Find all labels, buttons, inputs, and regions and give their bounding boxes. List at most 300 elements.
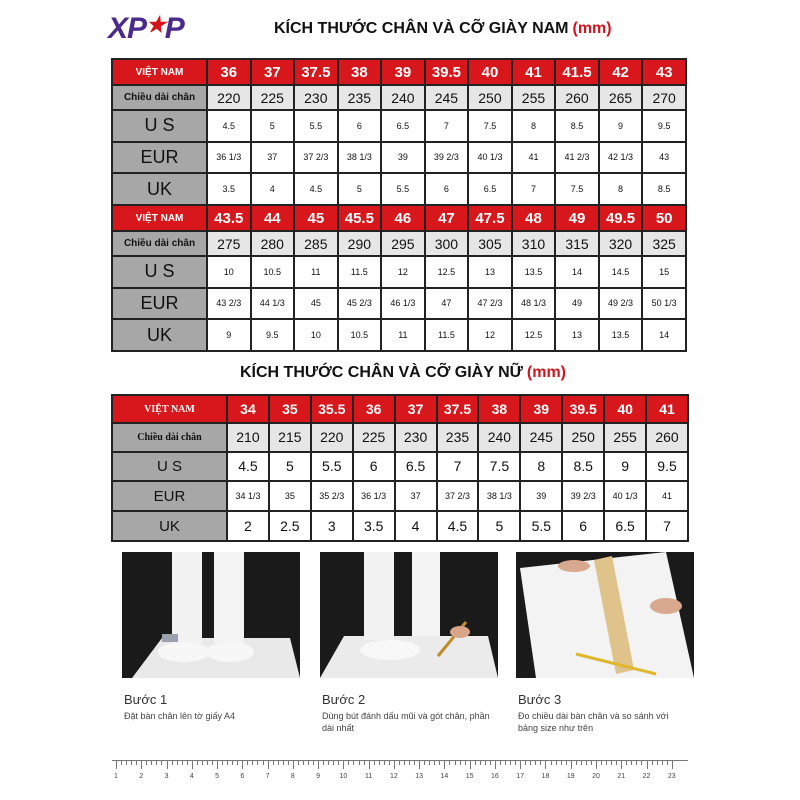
men-block1-size-eur-cell: 38 1/3 <box>338 142 382 174</box>
men-title <box>274 20 612 38</box>
ruler-minor-tick <box>197 761 198 765</box>
men-block1-size-uk-cell: 5 <box>338 173 382 205</box>
men-block2-size-uk-cell: 10.5 <box>338 319 382 351</box>
ruler-minor-tick <box>278 761 279 765</box>
women-size-uk-label: UK <box>112 511 227 541</box>
men-block2-size-us-cell: 12.5 <box>425 256 469 288</box>
men-block1-size-vn-cell: 39.5 <box>425 59 469 85</box>
men-block1-size-vn-cell: 43 <box>642 59 686 85</box>
men-block2-foot-length-cell: 280 <box>251 231 295 256</box>
ruler-minor-tick <box>631 761 632 765</box>
ruler-minor-tick <box>151 761 152 765</box>
ruler-minor-tick <box>146 761 147 765</box>
ruler-minor-tick <box>409 761 410 765</box>
men-block1-size-us-cell: 9 <box>599 110 643 142</box>
women-size-vn-row <box>112 395 688 423</box>
men-block2-size-eur-cell: 44 1/3 <box>251 288 295 320</box>
women-foot-length-cell: 255 <box>604 423 646 451</box>
women-size-uk-cell: 3 <box>311 511 353 541</box>
ruler-number: 15 <box>465 773 474 780</box>
women-size-vn-cell: 34 <box>227 395 269 423</box>
men-block1-foot-length-cell: 270 <box>642 85 686 110</box>
ruler-minor-tick <box>177 761 178 765</box>
ruler-minor-tick <box>131 761 132 765</box>
women-size-us-cell: 6 <box>353 452 395 482</box>
men-block2-size-eur-cell: 47 <box>425 288 469 320</box>
women-size-eur-row <box>112 481 688 511</box>
ruler-minor-tick <box>626 761 627 765</box>
women-foot-length-label: Chiều dài chân <box>112 423 227 451</box>
ruler-major-tick <box>621 761 622 769</box>
ruler-major-tick <box>242 761 243 769</box>
ruler-number: 12 <box>389 773 398 780</box>
ruler-minor-tick <box>212 761 213 765</box>
men-block2-size-uk-cell: 10 <box>294 319 338 351</box>
measuring-guide <box>112 552 692 757</box>
men-block2-size-vn-cell: 43.5 <box>207 205 251 231</box>
men-block2-size-eur-row <box>112 288 686 320</box>
ruler-minor-tick <box>298 761 299 765</box>
men-block1-size-vn-cell: 37 <box>251 59 295 85</box>
women-size-uk-cell: 2.5 <box>269 511 311 541</box>
men-block2-size-us-cell: 15 <box>642 256 686 288</box>
women-size-us-label: U S <box>112 452 227 482</box>
ruler-minor-tick <box>222 761 223 765</box>
men-block2-size-uk-label: UK <box>112 319 207 351</box>
women-size-vn-cell: 41 <box>646 395 688 423</box>
ruler-minor-tick <box>611 761 612 765</box>
men-block1-foot-length-label: Chiều dài chân <box>112 85 207 110</box>
women-foot-length-row <box>112 423 688 451</box>
men-block1-foot-length-cell: 265 <box>599 85 643 110</box>
men-block1-size-us-cell: 5 <box>251 110 295 142</box>
men-block2-size-us-cell: 11 <box>294 256 338 288</box>
men-size-table <box>111 58 687 352</box>
ruler-minor-tick <box>227 761 228 765</box>
ruler-major-tick <box>444 761 445 769</box>
ruler-minor-tick <box>283 761 284 765</box>
men-block2-size-eur-cell: 49 <box>555 288 599 320</box>
men-block2-size-vn-row <box>112 205 686 231</box>
men-block2-size-vn-cell: 44 <box>251 205 295 231</box>
men-block1-size-eur-cell: 41 <box>512 142 556 174</box>
men-block2-foot-length-row <box>112 231 686 256</box>
men-block1-size-us-cell: 6 <box>338 110 382 142</box>
men-block1-size-us-cell: 6.5 <box>381 110 425 142</box>
women-size-us-cell: 8.5 <box>562 452 604 482</box>
women-size-eur-label: EUR <box>112 481 227 511</box>
ruler-minor-tick <box>581 761 582 765</box>
ruler-minor-tick <box>535 761 536 765</box>
men-block2-size-uk-cell: 9.5 <box>251 319 295 351</box>
men-block1-size-eur-cell: 37 2/3 <box>294 142 338 174</box>
men-block1-size-uk-cell: 8 <box>599 173 643 205</box>
men-block2-size-uk-cell: 11.5 <box>425 319 469 351</box>
ruler-minor-tick <box>586 761 587 765</box>
ruler-minor-tick <box>257 761 258 765</box>
logo-letter-tail: P <box>164 12 184 45</box>
men-block1-size-eur-row <box>112 142 686 174</box>
women-title-unit: (mm) <box>526 364 566 381</box>
ruler-minor-tick <box>540 761 541 765</box>
men-block2-size-eur-cell: 50 1/3 <box>642 288 686 320</box>
men-block2-size-uk-cell: 12 <box>468 319 512 351</box>
men-block2-size-us-cell: 13 <box>468 256 512 288</box>
women-size-us-cell: 6.5 <box>395 452 437 482</box>
men-block1-foot-length-cell: 250 <box>468 85 512 110</box>
women-size-uk-cell: 6 <box>562 511 604 541</box>
men-block2-size-uk-cell: 12.5 <box>512 319 556 351</box>
ruler-major-tick <box>116 761 117 769</box>
men-block1-size-uk-cell: 6 <box>425 173 469 205</box>
ruler-minor-tick <box>323 761 324 765</box>
men-block2-foot-length-cell: 275 <box>207 231 251 256</box>
ruler-minor-tick <box>606 761 607 765</box>
men-block1-size-eur-cell: 36 1/3 <box>207 142 251 174</box>
ruler-minor-tick <box>338 761 339 765</box>
ruler-minor-tick <box>182 761 183 765</box>
star-icon: ★ <box>146 12 165 37</box>
ruler-minor-tick <box>156 761 157 765</box>
women-size-vn-cell: 37 <box>395 395 437 423</box>
men-block2-size-eur-cell: 46 1/3 <box>381 288 425 320</box>
men-block2-size-us-cell: 14 <box>555 256 599 288</box>
men-block1-size-us-label: U S <box>112 110 207 142</box>
ruler-number: 1 <box>114 773 118 780</box>
ruler-minor-tick <box>161 761 162 765</box>
ruler-major-tick <box>596 761 597 769</box>
ruler-major-tick <box>167 761 168 769</box>
ruler-number: 9 <box>316 773 321 780</box>
men-block2-size-us-cell: 12 <box>381 256 425 288</box>
men-block1-size-us-cell: 9.5 <box>642 110 686 142</box>
ruler-minor-tick <box>399 761 400 765</box>
ruler-number: 19 <box>566 773 575 780</box>
women-size-uk-cell: 6.5 <box>604 511 646 541</box>
women-size-uk-cell: 4 <box>395 511 437 541</box>
women-size-vn-cell: 40 <box>604 395 646 423</box>
women-size-eur-cell: 36 1/3 <box>353 481 395 511</box>
men-block1-size-vn-cell: 41.5 <box>555 59 599 85</box>
men-block1-size-vn-cell: 42 <box>599 59 643 85</box>
men-block1-foot-length-cell: 220 <box>207 85 251 110</box>
men-block2-size-vn-cell: 46 <box>381 205 425 231</box>
ruler-major-tick <box>318 761 319 769</box>
ruler-minor-tick <box>490 761 491 765</box>
ruler-number: 8 <box>290 773 295 780</box>
men-block2-size-uk-cell: 9 <box>207 319 251 351</box>
men-block1-size-eur-cell: 39 2/3 <box>425 142 469 174</box>
men-block1-size-eur-cell: 43 <box>642 142 686 174</box>
men-block1-size-eur-cell: 39 <box>381 142 425 174</box>
ruler-minor-tick <box>561 761 562 765</box>
men-block1-size-uk-cell: 4 <box>251 173 295 205</box>
ruler-minor-tick <box>348 761 349 765</box>
men-block1-size-uk-row <box>112 173 686 205</box>
ruler-minor-tick <box>237 761 238 765</box>
men-block2-foot-length-cell: 285 <box>294 231 338 256</box>
ruler-minor-tick <box>485 761 486 765</box>
men-block2-size-vn-cell: 50 <box>642 205 686 231</box>
men-block2-foot-length-cell: 300 <box>425 231 469 256</box>
women-size-us-cell: 9 <box>604 452 646 482</box>
ruler <box>112 760 688 785</box>
women-size-vn-label: VIỆT NAM <box>112 395 227 423</box>
men-block2-foot-length-cell: 315 <box>555 231 599 256</box>
men-block2-size-vn-cell: 48 <box>512 205 556 231</box>
ruler-minor-tick <box>303 761 304 765</box>
ruler-number: 14 <box>440 773 449 780</box>
step-3-photo <box>516 552 694 678</box>
women-size-eur-cell: 37 <box>395 481 437 511</box>
ruler-minor-tick <box>652 761 653 765</box>
men-block2-size-us-cell: 13.5 <box>512 256 556 288</box>
ruler-major-tick <box>141 761 142 769</box>
women-size-eur-cell: 37 2/3 <box>437 481 479 511</box>
ruler-number: 22 <box>642 773 651 780</box>
women-size-uk-cell: 2 <box>227 511 269 541</box>
men-block2-size-vn-cell: 47 <box>425 205 469 231</box>
men-block2-size-us-label: U S <box>112 256 207 288</box>
step-1-photo <box>122 552 300 678</box>
ruler-minor-tick <box>121 761 122 765</box>
men-block1-size-vn-cell: 41 <box>512 59 556 85</box>
men-block1-size-us-cell: 8 <box>512 110 556 142</box>
men-block2-size-uk-cell: 13.5 <box>599 319 643 351</box>
men-block1-size-uk-cell: 8.5 <box>642 173 686 205</box>
ruler-major-tick <box>192 761 193 769</box>
men-block1-size-vn-cell: 36 <box>207 59 251 85</box>
ruler-number: 21 <box>617 773 626 780</box>
ruler-minor-tick <box>247 761 248 765</box>
women-foot-length-cell: 225 <box>353 423 395 451</box>
women-size-us-cell: 7 <box>437 452 479 482</box>
men-block2-size-vn-cell: 49.5 <box>599 205 643 231</box>
men-block1-foot-length-cell: 255 <box>512 85 556 110</box>
ruler-minor-tick <box>556 761 557 765</box>
men-block1-size-us-row <box>112 110 686 142</box>
women-size-vn-cell: 39.5 <box>562 395 604 423</box>
women-foot-length-cell: 210 <box>227 423 269 451</box>
women-foot-length-cell: 220 <box>311 423 353 451</box>
men-block1-size-uk-cell: 7 <box>512 173 556 205</box>
ruler-number: 17 <box>516 773 525 780</box>
logo-letter-x: X <box>108 12 128 45</box>
women-size-uk-cell: 5.5 <box>520 511 562 541</box>
ruler-number: 18 <box>541 773 550 780</box>
women-size-uk-cell: 3.5 <box>353 511 395 541</box>
men-block1-foot-length-cell: 240 <box>381 85 425 110</box>
ruler-minor-tick <box>449 761 450 765</box>
ruler-minor-tick <box>641 761 642 765</box>
men-block1-foot-length-row <box>112 85 686 110</box>
brand-logo <box>108 12 258 52</box>
ruler-number: 11 <box>364 773 373 780</box>
men-block2-foot-length-cell: 295 <box>381 231 425 256</box>
men-block2-size-uk-row <box>112 319 686 351</box>
ruler-minor-tick <box>525 761 526 765</box>
ruler-minor-tick <box>591 761 592 765</box>
ruler-minor-tick <box>662 761 663 765</box>
women-foot-length-cell: 215 <box>269 423 311 451</box>
ruler-major-tick <box>369 761 370 769</box>
men-block2-size-uk-cell: 11 <box>381 319 425 351</box>
step-1-title: Bước 1 <box>124 692 168 707</box>
ruler-minor-tick <box>460 761 461 765</box>
men-block2-size-eur-cell: 48 1/3 <box>512 288 556 320</box>
men-block1-size-vn-cell: 39 <box>381 59 425 85</box>
ruler-minor-tick <box>657 761 658 765</box>
ruler-number: 4 <box>189 773 194 780</box>
ruler-minor-tick <box>364 761 365 765</box>
ruler-number: 16 <box>491 773 499 780</box>
men-block2-size-eur-cell: 45 <box>294 288 338 320</box>
men-block1-size-uk-cell: 7.5 <box>555 173 599 205</box>
ruler-major-tick <box>394 761 395 769</box>
men-block2-size-eur-cell: 43 2/3 <box>207 288 251 320</box>
ruler-minor-tick <box>455 761 456 765</box>
men-block1-size-eur-cell: 37 <box>251 142 295 174</box>
men-block1-size-vn-cell: 40 <box>468 59 512 85</box>
women-size-us-row <box>112 452 688 482</box>
ruler-minor-tick <box>328 761 329 765</box>
women-title-text: KÍCH THƯỚC CHÂN VÀ CỠ GIÀY NỮ <box>240 364 523 381</box>
ruler-number: 20 <box>592 773 600 780</box>
ruler-major-tick <box>343 761 344 769</box>
women-size-eur-cell: 41 <box>646 481 688 511</box>
men-block2-size-vn-cell: 49 <box>555 205 599 231</box>
ruler-minor-tick <box>434 761 435 765</box>
ruler-minor-tick <box>510 761 511 765</box>
men-block1-size-uk-cell: 6.5 <box>468 173 512 205</box>
ruler-major-tick <box>495 761 496 769</box>
ruler-minor-tick <box>601 761 602 765</box>
women-size-eur-cell: 35 2/3 <box>311 481 353 511</box>
ruler-minor-tick <box>414 761 415 765</box>
men-block1-size-us-cell: 8.5 <box>555 110 599 142</box>
men-block1-foot-length-cell: 235 <box>338 85 382 110</box>
logo-letter-p: P <box>127 12 147 45</box>
men-block2-size-us-cell: 10.5 <box>251 256 295 288</box>
ruler-minor-tick <box>273 761 274 765</box>
ruler-minor-tick <box>480 761 481 765</box>
men-block2-size-eur-cell: 47 2/3 <box>468 288 512 320</box>
men-block1-size-uk-cell: 3.5 <box>207 173 251 205</box>
ruler-minor-tick <box>389 761 390 765</box>
ruler-minor-tick <box>263 761 264 765</box>
ruler-minor-tick <box>475 761 476 765</box>
women-size-vn-cell: 38 <box>478 395 520 423</box>
ruler-minor-tick <box>515 761 516 765</box>
women-size-vn-cell: 35 <box>269 395 311 423</box>
women-size-vn-cell: 37.5 <box>437 395 479 423</box>
men-block2-foot-length-label: Chiều dài chân <box>112 231 207 256</box>
ruler-minor-tick <box>429 761 430 765</box>
women-size-eur-cell: 38 1/3 <box>478 481 520 511</box>
men-block1-size-vn-label: VIỆT NAM <box>112 59 207 85</box>
ruler-number: 10 <box>339 773 348 780</box>
women-foot-length-cell: 235 <box>437 423 479 451</box>
ruler-minor-tick <box>505 761 506 765</box>
ruler-minor-tick <box>379 761 380 765</box>
women-foot-length-cell: 250 <box>562 423 604 451</box>
ruler-minor-tick <box>313 761 314 765</box>
women-size-us-cell: 5 <box>269 452 311 482</box>
ruler-minor-tick <box>636 761 637 765</box>
men-block1-size-us-cell: 5.5 <box>294 110 338 142</box>
ruler-minor-tick <box>288 761 289 765</box>
step-3-description: Đo chiều dài bàn chân và so sánh với bảng size như trên <box>518 711 669 733</box>
ruler-minor-tick <box>384 761 385 765</box>
women-title <box>240 364 566 382</box>
ruler-minor-tick <box>333 761 334 765</box>
step-2-title: Bước 2 <box>322 692 366 707</box>
men-block2-size-uk-cell: 14 <box>642 319 686 351</box>
ruler-minor-tick <box>232 761 233 765</box>
women-size-uk-cell: 7 <box>646 511 688 541</box>
men-block2-size-vn-cell: 47.5 <box>468 205 512 231</box>
men-block2-size-eur-cell: 49 2/3 <box>599 288 643 320</box>
women-size-eur-cell: 40 1/3 <box>604 481 646 511</box>
men-block2-size-vn-label: VIỆT NAM <box>112 205 207 231</box>
women-size-uk-row <box>112 511 688 541</box>
ruler-minor-tick <box>566 761 567 765</box>
ruler-minor-tick <box>465 761 466 765</box>
women-size-eur-cell: 39 2/3 <box>562 481 604 511</box>
ruler-number: 6 <box>240 773 245 780</box>
ruler-number: 2 <box>139 773 144 780</box>
ruler-minor-tick <box>424 761 425 765</box>
men-block2-size-vn-cell: 45 <box>294 205 338 231</box>
ruler-minor-tick <box>374 761 375 765</box>
women-foot-length-cell: 230 <box>395 423 437 451</box>
women-size-us-cell: 5.5 <box>311 452 353 482</box>
women-size-eur-cell: 35 <box>269 481 311 511</box>
men-block2-foot-length-cell: 325 <box>642 231 686 256</box>
women-foot-length-cell: 260 <box>646 423 688 451</box>
men-block2-foot-length-cell: 310 <box>512 231 556 256</box>
women-size-eur-cell: 34 1/3 <box>227 481 269 511</box>
men-block1-size-uk-cell: 4.5 <box>294 173 338 205</box>
ruler-minor-tick <box>172 761 173 765</box>
ruler-minor-tick <box>667 761 668 765</box>
men-block1-size-uk-cell: 5.5 <box>381 173 425 205</box>
ruler-major-tick <box>545 761 546 769</box>
step-1-description: Đặt bàn chân lên tờ giấy A4 <box>124 711 235 721</box>
men-block1-size-vn-row <box>112 59 686 85</box>
women-size-vn-cell: 35.5 <box>311 395 353 423</box>
ruler-major-tick <box>647 761 648 769</box>
ruler-minor-tick <box>202 761 203 765</box>
step-3-title: Bước 3 <box>518 692 562 707</box>
ruler-minor-tick <box>404 761 405 765</box>
ruler-minor-tick <box>252 761 253 765</box>
women-foot-length-cell: 245 <box>520 423 562 451</box>
men-title-text: KÍCH THƯỚC CHÂN VÀ CỠ GIÀY NAM <box>274 20 569 37</box>
men-block2-size-us-row <box>112 256 686 288</box>
ruler-number: 13 <box>415 773 424 780</box>
ruler-minor-tick <box>439 761 440 765</box>
ruler-number: 5 <box>215 773 219 780</box>
men-block2-foot-length-cell: 305 <box>468 231 512 256</box>
men-block2-size-vn-cell: 45.5 <box>338 205 382 231</box>
ruler-minor-tick <box>500 761 501 765</box>
women-size-us-cell: 4.5 <box>227 452 269 482</box>
ruler-major-tick <box>520 761 521 769</box>
ruler-major-tick <box>672 761 673 769</box>
men-block2-size-us-cell: 14.5 <box>599 256 643 288</box>
men-block1-size-us-cell: 7 <box>425 110 469 142</box>
